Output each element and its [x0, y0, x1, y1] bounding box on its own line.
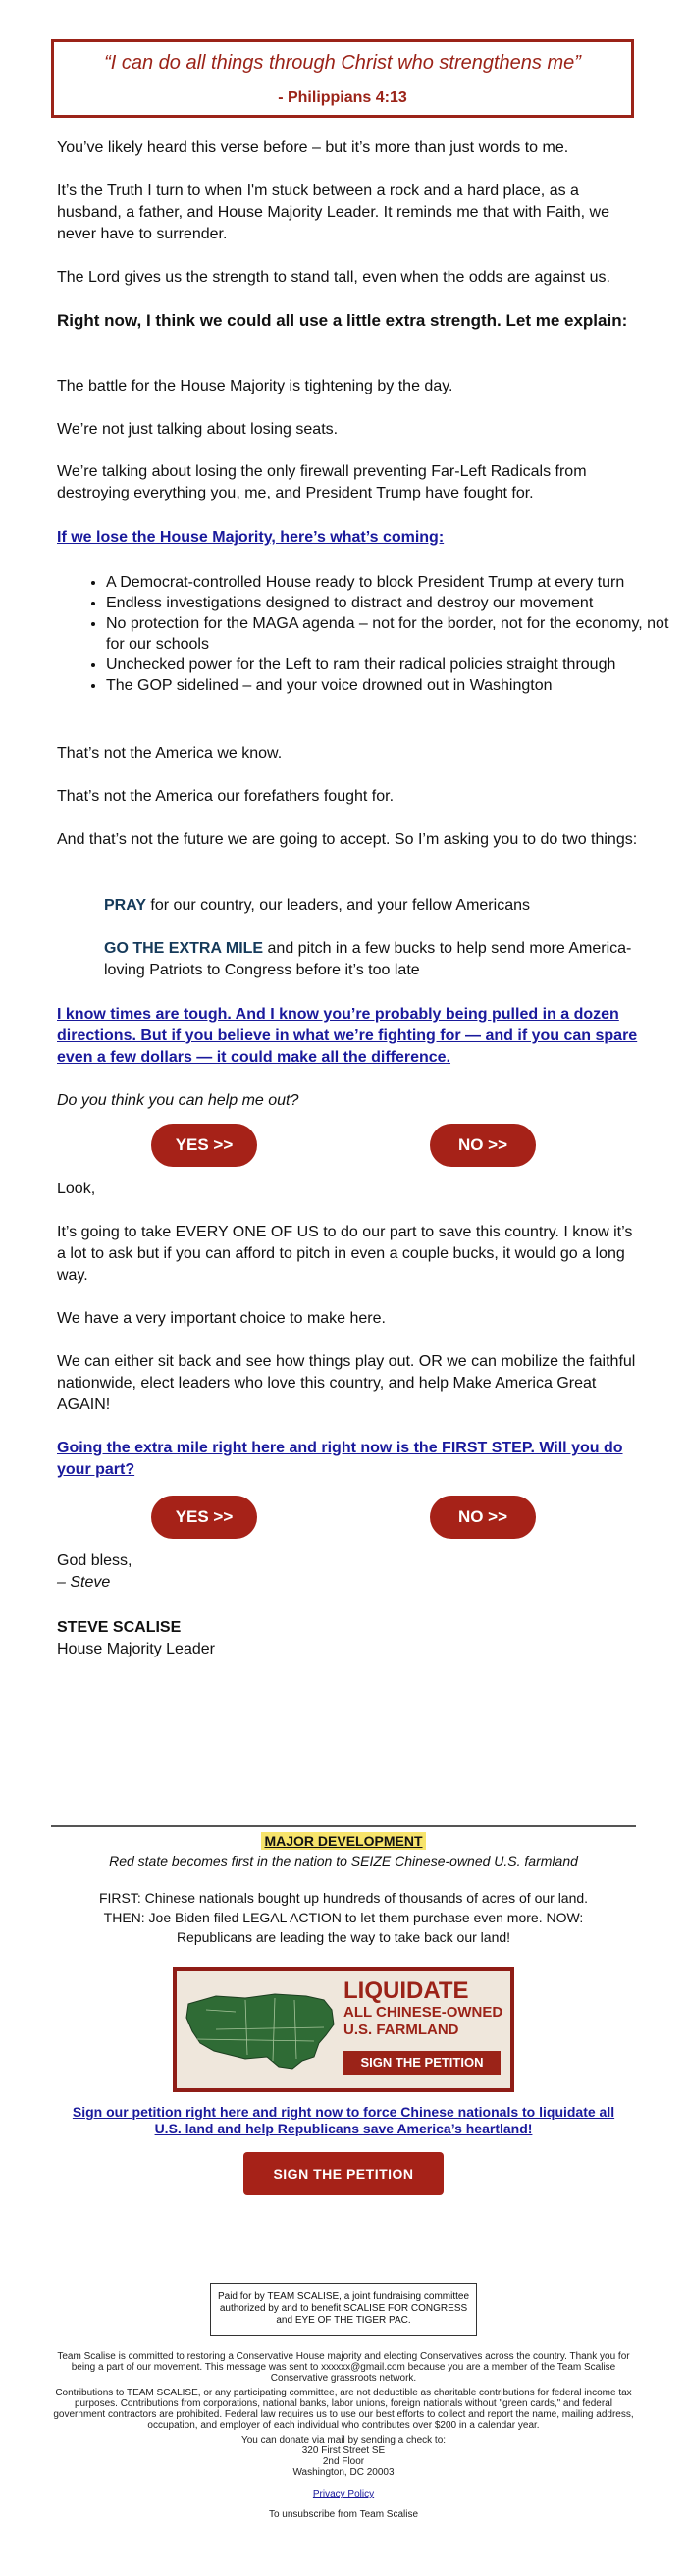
signature-name: STEVE SCALISE [57, 1619, 182, 1636]
paragraph: That’s not the America our forefathers fought for. [57, 788, 395, 805]
paragraph: We have a very important choice to make here. [57, 1310, 386, 1327]
list-item: • A Democrat-controlled House ready to block President Trump at every turn [106, 572, 685, 593]
paragraph: And that’s not the future we are going to accept. So I’m asking you to do two things: [57, 831, 638, 848]
paragraph: It’s going to take EVERY ONE OF US to do our part to save this country. I know it’s a lot to ask but if you can afford to pitch in even a couple bucks, it would go a long way. [57, 1224, 633, 1284]
pray-text: for our country, our leaders, and your fellow Americans [145, 897, 530, 914]
ad-text: FIRST: Chinese nationals bought up hundreds of thousands of acres of our land. THEN: Joe Biden filed LEGAL ACTION to let them purchase even more. NOW: Republicans are leading the way to take back our land! [98, 1890, 589, 1945]
footer-contributions: Contributions to TEAM SCALISE, or any participating committee, are not deductible as charitable contributions for federal income tax purposes. Contributions from corporations, national banks, labor unions, foreign nationals without "green cards," and federal government contractors are prohibited. Federal law requires us to use our best efforts to collect and report the name, mailing address, occupation, and employer of each individual who contributes over $200 in a calendar year. [53, 2388, 634, 2431]
banner-line-3: U.S. FARMLAND [344, 2022, 459, 2038]
ad-banner[interactable] [173, 1967, 514, 2092]
footer-address-1: 320 First Street SE [301, 2445, 386, 2456]
divider [51, 1825, 636, 1827]
paragraph: It’s the Truth I turn to when I'm stuck between a rock and a hard place, as a husband, a father, and House Majority Leader. It reminds me that with Faith, we never have to surrender. [57, 183, 609, 242]
link-text[interactable]: If we lose the House Majority, here’s what’s coming: [57, 529, 445, 546]
list-item: • Unchecked power for the Left to ram their radical policies straight through [106, 655, 685, 675]
no-button-2[interactable]: NO >> [430, 1496, 536, 1539]
paragraph: You’ve likely heard this verse before – but it’s more than just words to me. [57, 139, 569, 156]
donate-link-3[interactable] [57, 1438, 640, 1481]
quote-box [51, 39, 634, 118]
donate-link-1[interactable] [57, 527, 640, 549]
quote-text: “I can do all things through Christ who strengthens me” [104, 52, 581, 74]
signature-title: House Majority Leader [57, 1641, 215, 1657]
list-item: • Endless investigations designed to distract and destroy our movement [106, 593, 685, 613]
petition-link[interactable] [71, 2104, 616, 2137]
footer-address-3: Washington, DC 20003 [292, 2467, 395, 2478]
footer-mail-intro: You can donate via mail by sending a check to: [240, 2435, 447, 2445]
quote-reference: - Philippians 4:13 [278, 89, 407, 106]
signoff-line: God bless, [57, 1552, 132, 1569]
link-text[interactable]: I know times are tough. And I know you’re probably being pulled in a dozen directions. But if you believe in what we’re fighting for — and if you can spare even a few dollars — it could make all the difference. [57, 1006, 638, 1066]
banner-petition-button[interactable]: SIGN THE PETITION [344, 2051, 501, 2075]
privacy-policy-link[interactable] [51, 2489, 636, 2499]
signoff-name: – Steve [57, 1574, 111, 1591]
privacy-link-text[interactable]: Privacy Policy [312, 2489, 375, 2499]
paragraph: The battle for the House Majority is tightening by the day. [57, 378, 453, 394]
ad-label-row [51, 1831, 636, 1851]
question: Do you think you can help me out? [57, 1092, 299, 1109]
banner-line-2: ALL CHINESE-OWNED [344, 2004, 503, 2021]
link-text[interactable]: Sign our petition right here and right now to force Chinese nationals to liquidate all U.S. land and help Republicans save America’s heartland! [72, 2104, 615, 2136]
yes-button[interactable]: YES >> [151, 1124, 257, 1167]
paid-for-box: Paid for by TEAM SCALISE, a joint fundraising committee authorized by and to benefit SCALISE FOR CONGRESS and EYE OF THE TIGER PAC. [210, 2283, 477, 2336]
link-text[interactable]: Going the extra mile right here and right now is the FIRST STEP. Will you do your part? [57, 1440, 623, 1478]
banner-line-1: LIQUIDATE [344, 1977, 469, 2004]
extra-mile-text: and pitch in a few bucks to help send more America-loving Patriots to Congress before it’s too late [104, 940, 632, 978]
ad-label: MAJOR DEVELOPMENT [261, 1832, 425, 1850]
donate-link-2[interactable] [57, 1004, 640, 1069]
footer-address-2: 2nd Floor [322, 2456, 365, 2467]
paragraph: That’s not the America we know. [57, 745, 283, 762]
list-item: • The GOP sidelined – and your voice drowned out in Washington [106, 675, 685, 696]
pray-item [104, 895, 640, 917]
pray-keyword: PRAY [104, 897, 146, 914]
paragraph: We can either sit back and see how things play out. OR we can mobilize the faithful nationwide, elect leaders who love this country, and help Make America Great AGAIN! [57, 1353, 636, 1413]
sign-petition-button[interactable]: SIGN THE PETITION [243, 2152, 444, 2195]
extra-mile-item [104, 938, 640, 981]
footer-mission: Team Scalise is committed to restoring a Conservative House majority and electing Conservatives across the country. Thank you for being a part of our movement. This message was sent to xxxxxx@gmail.com because you are a member of the Team Scalise Conservative grassroots network. [57, 2351, 630, 2384]
list-item: • No protection for the MAGA agenda – not for the border, not for the economy, not for our schools [106, 613, 685, 655]
yes-button-2[interactable]: YES >> [151, 1496, 257, 1539]
unsubscribe-link[interactable]: To unsubscribe from Team Scalise [268, 2509, 419, 2520]
paragraph: We’re talking about losing the only firewall preventing Far-Left Radicals from destroying everything you, me, and President Trump have fought for. [57, 463, 587, 501]
no-button[interactable]: NO >> [430, 1124, 536, 1167]
bullet-list [61, 572, 685, 696]
ad-subtitle: Red state becomes first in the nation to SEIZE Chinese-owned U.S. farmland [109, 1853, 578, 1868]
paragraph: The Lord gives us the strength to stand tall, even when the odds are against us. [57, 269, 610, 286]
paragraph: We’re not just talking about losing seats. [57, 421, 339, 438]
bold-paragraph: Right now, I think we could all use a little extra strength. Let me explain: [57, 311, 628, 330]
extra-mile-keyword: GO THE EXTRA MILE [104, 940, 264, 957]
paragraph: Look, [57, 1181, 96, 1197]
